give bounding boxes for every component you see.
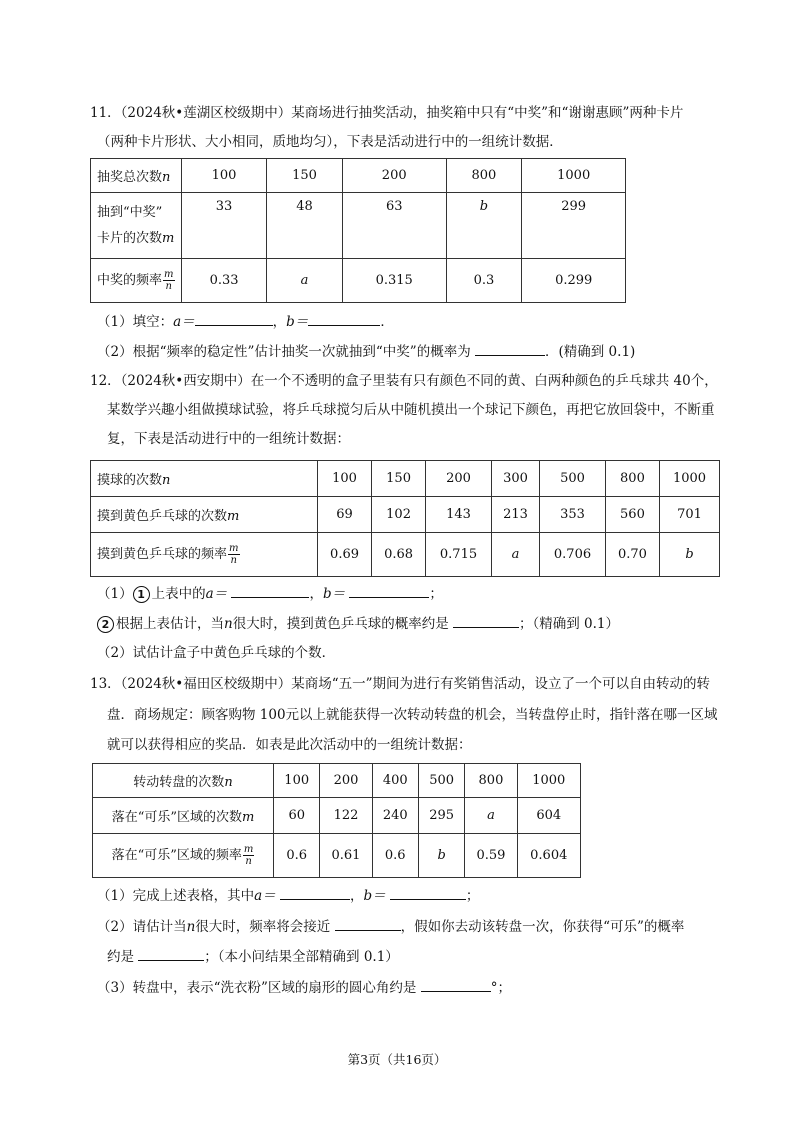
- q12-line3: 复，下表是活动进行中的一组统计数据：: [107, 431, 350, 447]
- table-cell: 295: [418, 798, 464, 834]
- table-cell: 213: [491, 497, 539, 533]
- table-cell: 0.59: [465, 834, 517, 878]
- table-cell: 0.33: [182, 259, 267, 303]
- table-cell: 0.3: [446, 259, 522, 303]
- q13-line1: 13．（2024秋•福田区校级期中）某商场“五一”期间为进行有奖销售活动，设立了一个可以自由转动的转: [90, 676, 711, 692]
- table-cell: 150: [372, 461, 426, 497]
- answer-blank[interactable]: [390, 885, 466, 900]
- q13-sub2: （2）请估计当n很大时，频率将会接近 ，假如你去动该转盘一次，你获得“可乐”的概率: [97, 916, 684, 937]
- table-cell: b: [446, 193, 522, 259]
- fraction-m-over-n: $\frac{m}{n}$: [164, 269, 174, 292]
- table-cell: 60: [274, 798, 320, 834]
- answer-blank[interactable]: [308, 311, 380, 326]
- answer-blank[interactable]: [475, 341, 545, 356]
- table-cell: 300: [491, 461, 539, 497]
- table-cell: 100: [182, 159, 267, 193]
- q12-sub1b: 2 根据上表估计，当n很大时，摸到黄色乒乓球的概率约是 ；（精确到 0.1）: [97, 613, 619, 634]
- table-cell: 560: [605, 497, 659, 533]
- table-row: [91, 193, 626, 259]
- table-cell: 400: [372, 764, 418, 798]
- table-cell: 0.69: [318, 533, 372, 577]
- answer-blank[interactable]: [349, 583, 429, 598]
- table-row: [91, 159, 626, 193]
- table-cell: a: [465, 798, 517, 834]
- table-cell: 63: [342, 193, 446, 259]
- table-cell: 0.70: [605, 533, 659, 577]
- table-cell: b: [418, 834, 464, 878]
- circled-number-2: 2: [97, 616, 114, 633]
- table-row: [93, 798, 581, 834]
- table-cell: 500: [540, 461, 606, 497]
- answer-blank[interactable]: [138, 946, 204, 961]
- table-cell: 0.299: [522, 259, 626, 303]
- answer-blank[interactable]: [421, 977, 491, 992]
- table-row: [93, 764, 581, 798]
- table-header-cell: 摸到黄色乒乓球的频率 $\frac{m}{n}$: [91, 533, 318, 577]
- q12-table: [90, 460, 720, 577]
- answer-blank[interactable]: [280, 885, 350, 900]
- table-cell: 200: [320, 764, 372, 798]
- answer-blank[interactable]: [335, 916, 401, 931]
- table-cell: 48: [267, 193, 343, 259]
- answer-blank[interactable]: [195, 311, 273, 326]
- q12-line2: 某数学兴趣小组做摸球试验，将乒乓球搅匀后从中随机摸出一个球记下颜色，再把它放回袋中，不断重: [107, 402, 715, 418]
- q13-line3: 就可以获得相应的奖品．如表是此次活动中的一组统计数据：: [107, 737, 472, 753]
- table-cell: 122: [320, 798, 372, 834]
- table-cell: 0.61: [320, 834, 372, 878]
- table-header-cell: 摸到黄色乒乓球的次数m: [91, 497, 318, 533]
- table-row: [91, 259, 626, 303]
- table-cell: 143: [426, 497, 492, 533]
- fraction-m-over-n: $\frac{m}{n}$: [243, 844, 254, 867]
- table-cell: 100: [318, 461, 372, 497]
- fraction-m-over-n: $\frac{m}{n}$: [229, 543, 239, 566]
- table-header-cell: 落在“可乐”区域的频率 $\frac{m}{n}$: [93, 834, 274, 878]
- table-cell: 200: [426, 461, 492, 497]
- answer-blank[interactable]: [453, 613, 519, 628]
- answer-blank[interactable]: [231, 583, 309, 598]
- q12-sub2: （2）试估计盒子中黄色乒乓球的个数．: [97, 645, 336, 661]
- table-cell: 0.715: [426, 533, 492, 577]
- q13-line2: 盘．商场规定：顾客购物 100元以上就能获得一次转动转盘的机会，当转盘停止时，指针落在哪一区域: [107, 707, 718, 723]
- table-cell: 1000: [517, 764, 581, 798]
- table-cell: 500: [418, 764, 464, 798]
- q11-sub1: （1）填空：a＝ ，b＝ ．: [97, 311, 394, 332]
- table-cell: 0.68: [372, 533, 426, 577]
- table-cell: 353: [540, 497, 606, 533]
- table-cell: 800: [446, 159, 522, 193]
- table-cell: 800: [465, 764, 517, 798]
- table-cell: 100: [274, 764, 320, 798]
- table-cell: 299: [522, 193, 626, 259]
- table-cell: 701: [659, 497, 719, 533]
- table-cell: 240: [372, 798, 418, 834]
- q13-sub2b: 约是 ；（本小问结果全部精确到 0.1）: [107, 946, 399, 967]
- table-header-cell: 摸球的次数n: [91, 461, 318, 497]
- table-cell: a: [267, 259, 343, 303]
- q13-sub1: （1）完成上述表格，其中a＝ ，b＝ ；: [97, 885, 479, 906]
- q13-table: [92, 763, 581, 878]
- table-cell: a: [491, 533, 539, 577]
- table-header-cell: 抽奖总次数n: [91, 159, 182, 193]
- circled-number-1: 1: [133, 586, 150, 603]
- table-cell: 0.604: [517, 834, 581, 878]
- table-cell: 0.6: [274, 834, 320, 878]
- table-cell: 200: [342, 159, 446, 193]
- table-header-cell: 落在“可乐”区域的次数m: [93, 798, 274, 834]
- q12-sub1: （1） 1 上表中的a＝ ，b＝ ；: [97, 583, 443, 604]
- table-header-cell: 中奖的频率 $\frac{m}{n}$: [91, 259, 182, 303]
- table-cell: 1000: [522, 159, 626, 193]
- table-row: [91, 533, 720, 577]
- table-cell: 0.706: [540, 533, 606, 577]
- table-cell: 33: [182, 193, 267, 259]
- table-cell: 102: [372, 497, 426, 533]
- table-cell: b: [659, 533, 719, 577]
- q13-sub3: （3）转盘中，表示“洗衣粉”区域的扇形的圆心角约是 °；: [97, 977, 511, 998]
- table-row: [91, 461, 720, 497]
- q11-line1: 11．（2024秋•莲湖区校级期中）某商场进行抽奖活动，抽奖箱中只有“中奖”和“谢谢惠顾”两种卡片: [90, 105, 684, 121]
- q11-sub2: （2）根据“频率的稳定性”估计抽奖一次就抽到“中奖”的概率为 ．(精确到 0.1): [97, 341, 635, 362]
- q11-table: [90, 158, 626, 303]
- table-cell: 0.315: [342, 259, 446, 303]
- table-cell: 150: [267, 159, 343, 193]
- page-footer: 第3页（共16页）: [347, 1052, 447, 1067]
- table-cell: 1000: [659, 461, 719, 497]
- table-cell: 800: [605, 461, 659, 497]
- table-cell: 0.6: [372, 834, 418, 878]
- table-header-cell: 转动转盘的次数n: [93, 764, 274, 798]
- table-cell: 69: [318, 497, 372, 533]
- q12-line1: 12．（2024秋•西安期中）在一个不透明的盒子里装有只有颜色不同的黄、白两种颜色的乒乓球共 40个，: [90, 373, 718, 389]
- table-cell: 604: [517, 798, 581, 834]
- q11-line2: （两种卡片形状、大小相同，质地均匀），下表是活动进行中的一组统计数据．: [97, 134, 563, 150]
- table-row: [93, 834, 581, 878]
- table-row: [91, 497, 720, 533]
- table-header-cell: 抽到“中奖” 卡片的次数m: [91, 193, 182, 259]
